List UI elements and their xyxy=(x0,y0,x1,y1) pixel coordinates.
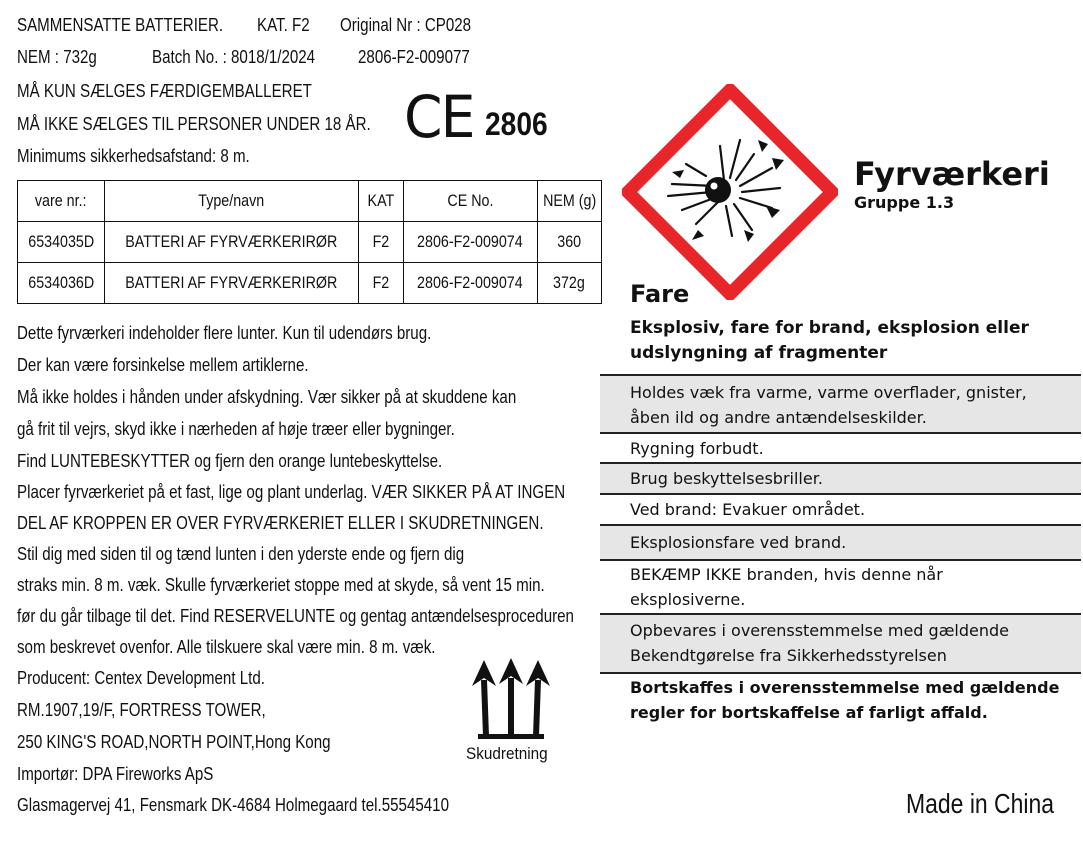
instruction-line: Placer fyrværkeriet på et fast, lige og plant underlag. VÆR SIKKER PÅ AT INGEN xyxy=(17,482,566,502)
table-cell: F2 xyxy=(372,232,389,251)
exploding-bomb-icon xyxy=(622,84,838,300)
three-up-arrows-icon xyxy=(468,658,554,740)
column-header: Type/navn xyxy=(198,191,265,210)
table-header-row xyxy=(18,181,602,222)
precaution-item xyxy=(600,462,1081,493)
table-row xyxy=(18,263,602,304)
original-number: Original Nr : CP028 xyxy=(340,15,472,35)
precaution-item xyxy=(600,524,1081,559)
ce-mark xyxy=(404,83,477,151)
instruction-line: Må ikke holdes i hånden under afskydning. Vær sikker på at skuddene kan xyxy=(17,387,517,407)
precaution-item xyxy=(600,672,1081,730)
age-restriction-notice: MÅ IKKE SÆLGES TIL PERSONER UNDER 18 ÅR. xyxy=(17,114,371,134)
instruction-line: før du går tilbage til det. Find RESERVELUNTE og gentag antændelsesproceduren xyxy=(17,606,574,626)
ce-mark-symbol: CE xyxy=(404,83,474,151)
table-cell: 2806-F2-009074 xyxy=(417,273,523,292)
precaution-line: Holdes væk fra varme, varme overflader, gnister, xyxy=(630,383,1027,402)
instruction-line: Stil dig med siden til og tænd lunten i den yderste ende og fjern dig xyxy=(17,544,465,564)
instruction-line: Der kan være forsinkelse mellem artiklerne. xyxy=(17,355,309,375)
precaution-line: åben ild og andre antændelseskilder. xyxy=(630,408,927,427)
instruction-line: Find LUNTEBESKYTTER og fjern den orange luntebeskyttelse. xyxy=(17,451,443,471)
producer-line: Producent: Centex Development Ltd. xyxy=(17,668,265,688)
precaution-line: Eksplosionsfare ved brand. xyxy=(630,533,847,552)
hazard-title: Fyrværkeri xyxy=(854,155,1050,193)
precaution-line: Bekendtgørelse fra Sikkerhedsstyrelsen xyxy=(630,646,947,665)
precaution-line: Ved brand: Evakuer området. xyxy=(630,500,866,519)
instruction-line: som beskrevet ovenfor. Alle tilskuere skal være min. 8 m. væk. xyxy=(17,637,436,657)
table-row xyxy=(18,222,602,263)
batch-number: Batch No. : 8018/1/2024 xyxy=(152,47,316,67)
precaution-item xyxy=(600,493,1081,524)
hazard-group: Gruppe 1.3 xyxy=(854,193,955,212)
table-cell: F2 xyxy=(372,273,389,292)
table-cell: 2806-F2-009074 xyxy=(417,232,523,251)
signal-word: Fare xyxy=(630,280,690,308)
precaution-line: Brug beskyttelsesbriller. xyxy=(630,469,823,488)
notified-body-number: 2806 xyxy=(485,106,548,142)
hazard-statement-line: udslyngning af fragmenter xyxy=(630,343,888,363)
table-cell: 6534035D xyxy=(28,232,94,251)
category-class: KAT. F2 xyxy=(257,15,310,35)
product-table xyxy=(17,180,602,304)
precaution-item xyxy=(600,374,1081,432)
precaution-line: Bortskaffes i overensstemmelse med gældende xyxy=(630,678,1060,697)
firing-direction-label: Skudretning xyxy=(466,744,548,763)
table-cell: 360 xyxy=(557,232,582,251)
precaution-line: Opbevares i overensstemmelse med gældende xyxy=(630,621,1009,640)
sale-packaging-notice: MÅ KUN SÆLGES FÆRDIGEMBALLERET xyxy=(17,81,312,101)
instruction-line: straks min. 8 m. væk. Skulle fyrværkeriet stoppe med at skyde, så vent 15 min. xyxy=(17,575,545,595)
importer-address: Glasmagervej 41, Fensmark DK-4684 Holmegaard tel.55545410 xyxy=(17,795,449,815)
precaution-line: BEKÆMP IKKE branden, hvis denne når xyxy=(630,565,943,584)
registration-number: 2806-F2-009077 xyxy=(358,47,470,67)
producer-line: 250 KING'S ROAD,NORTH POINT,Hong Kong xyxy=(17,732,331,752)
precaution-line: Rygning forbudt. xyxy=(630,439,764,458)
table-cell: BATTERI AF FYRVÆRKERIRØR xyxy=(125,232,338,251)
producer-line: RM.1907,19/F, FORTRESS TOWER, xyxy=(17,700,266,720)
net-explosive-mass: NEM : 732g xyxy=(17,47,97,67)
safety-distance-notice: Minimums sikkerhedsafstand: 8 m. xyxy=(17,146,250,166)
precaution-line: regler for bortskaffelse af farligt affald. xyxy=(630,703,988,722)
column-header: vare nr.: xyxy=(35,191,87,210)
hazard-statement-line: Eksplosiv, fare for brand, eksplosion eller xyxy=(630,318,1029,338)
precaution-item xyxy=(600,432,1081,462)
product-category: SAMMENSATTE BATTERIER. xyxy=(17,15,224,35)
table-cell: BATTERI AF FYRVÆRKERIRØR xyxy=(125,273,338,292)
instruction-line: Dette fyrværkeri indeholder flere lunter. Kun til udendørs brug. xyxy=(17,323,432,343)
instruction-line: gå frit til vejrs, skyd ikke i nærheden af høje træer eller bygninger. xyxy=(17,419,455,439)
importer-line: Importør: DPA Fireworks ApS xyxy=(17,764,214,784)
table-cell: 372g xyxy=(553,273,586,292)
precaution-line: eksplosiverne. xyxy=(630,590,746,609)
table-cell: 6534036D xyxy=(28,273,94,292)
country-of-origin: Made in China xyxy=(906,788,1055,819)
column-header: CE No. xyxy=(447,191,494,210)
column-header: NEM (g) xyxy=(542,191,596,210)
precaution-item xyxy=(600,559,1081,613)
precaution-item xyxy=(600,613,1081,672)
instruction-line: DEL AF KROPPEN ER OVER FYRVÆRKERIET ELLER I SKUDRETNINGEN. xyxy=(17,513,544,533)
column-header: KAT xyxy=(367,191,394,210)
